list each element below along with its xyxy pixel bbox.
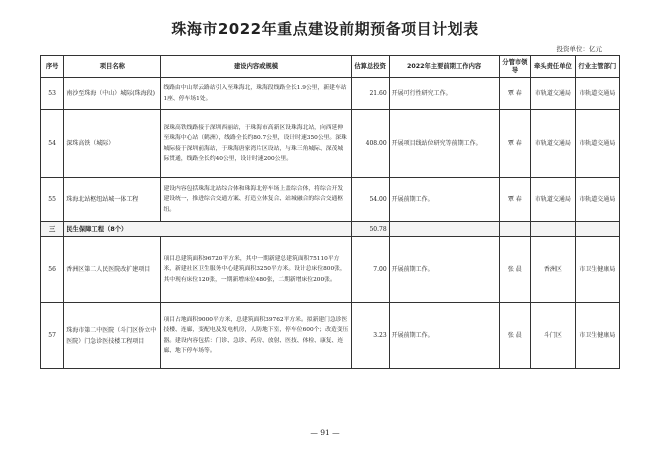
cell-leader: 张 晨 bbox=[499, 237, 531, 303]
cell-invest: 7.00 bbox=[351, 237, 389, 303]
section-row bbox=[41, 222, 620, 237]
cell-content: 深珠高铁线路接于深圳西丽站，于珠海市高新区设珠海北站，向西延伸至珠海中心站（鹤洲），线路全长约80.7公里，设计时速350公里。深珠城际接于深圳前海站，于珠海唐家湾片区设站，与珠三角城际、深茂城际贯通，线路全长约40公里，设计时速200公里。 bbox=[161, 110, 351, 178]
table-row bbox=[41, 110, 620, 178]
table-row bbox=[41, 303, 620, 369]
cell-leader: 覃 春 bbox=[499, 110, 531, 178]
cell-leader: 覃 春 bbox=[499, 178, 531, 222]
cell-content: 项目总建筑面积96720平方米，其中一期新建总建筑面积75110平方米，新建社区卫生服务中心建筑面积3250平方米。设计总床位800张，其中现有床位120张，一期新增床位480张，二期新增床位200张。 bbox=[161, 237, 351, 303]
cell-unit: 斗门区 bbox=[531, 303, 575, 369]
cell-work: 开展前期工作。 bbox=[389, 178, 499, 222]
cell-name: 珠海北站枢纽站城一体工程 bbox=[64, 178, 161, 222]
cell-dept: 市轨道交通局 bbox=[575, 78, 619, 110]
header-leader: 分管市领导 bbox=[499, 56, 531, 78]
cell-work: 开展前期工作。 bbox=[389, 237, 499, 303]
table-row bbox=[41, 237, 620, 303]
cell-unit: 香洲区 bbox=[531, 237, 575, 303]
cell-invest: 3.23 bbox=[351, 303, 389, 369]
cell-invest: 408.00 bbox=[351, 110, 389, 178]
table-row bbox=[41, 78, 620, 110]
unit-label: 投资单位：亿元 bbox=[556, 45, 602, 53]
cell-content: 项目占地面积9000平方米，总建筑面积39762平方米。拟新建门急诊医技楼、连廊，变配电及发电机房，人防地下室，停车位600个；改造变压器。建设内容包括：门诊、急诊、药房、放射、医技、体检、康复、连廊、地下停车场等。 bbox=[161, 303, 351, 369]
page-number: — 91 — bbox=[310, 428, 340, 437]
header-invest: 估算总投资 bbox=[351, 56, 389, 78]
header-name: 项目名称 bbox=[64, 56, 161, 78]
cell-seq: 53 bbox=[41, 78, 64, 110]
cell-invest: 21.60 bbox=[351, 78, 389, 110]
cell-work: 开展项目线站位研究等前期工作。 bbox=[389, 110, 499, 178]
cell-seq: 55 bbox=[41, 178, 64, 222]
cell-unit: 市轨道交通局 bbox=[531, 178, 575, 222]
cell-name: 南沙至珠海（中山）城际(珠海段) bbox=[64, 78, 161, 110]
cell-leader: 张 晨 bbox=[499, 303, 531, 369]
cell-dept: 市卫生健康局 bbox=[575, 237, 619, 303]
cell-seq: 57 bbox=[41, 303, 64, 369]
cell-work: 开展可行性研究工作。 bbox=[389, 78, 499, 110]
cell-name: 珠海市第二中医院（斗门区侨立中医院）门急诊医技楼工程项目 bbox=[64, 303, 161, 369]
cell-dept: 市轨道交通局 bbox=[575, 178, 619, 222]
header-dept: 行业主管部门 bbox=[575, 56, 619, 78]
cell-seq: 56 bbox=[41, 237, 64, 303]
cell-leader: 覃 春 bbox=[499, 78, 531, 110]
table-row bbox=[41, 178, 620, 222]
cell-unit: 市轨道交通局 bbox=[531, 78, 575, 110]
cell-name: 深珠高铁（城际） bbox=[64, 110, 161, 178]
header-content: 建设内容或规模 bbox=[161, 56, 351, 78]
section-empty-leader bbox=[499, 222, 531, 237]
cell-content: 建设内容包括珠海北站综合体和珠海北停车场上盖综合体，将综合开发建设统一，推进综合交通方案、打造立体复合、站城融合的综合交通枢纽。 bbox=[161, 178, 351, 222]
header-row bbox=[41, 56, 620, 78]
section-invest: 50.78 bbox=[351, 222, 389, 237]
cell-work: 开展前期工作。 bbox=[389, 303, 499, 369]
section-empty-dept bbox=[575, 222, 619, 237]
cell-seq: 54 bbox=[41, 110, 64, 178]
cell-dept: 市轨道交通局 bbox=[575, 110, 619, 178]
section-empty-unit bbox=[531, 222, 575, 237]
cell-name: 香洲区第二人民医院改扩建项目 bbox=[64, 237, 161, 303]
section-seq: 三 bbox=[41, 222, 64, 237]
cell-dept: 市卫生健康局 bbox=[575, 303, 619, 369]
page-title: 珠海市2022年重点建设前期预备项目计划表 bbox=[171, 20, 479, 38]
section-name: 民生保障工程（8个） bbox=[64, 222, 351, 237]
cell-unit: 市轨道交通局 bbox=[531, 110, 575, 178]
cell-invest: 54.00 bbox=[351, 178, 389, 222]
project-table bbox=[40, 55, 620, 369]
cell-content: 线路由中山翠云路站引入至珠海北，珠海段线路全长1.9公里，新建车站1座、停车场1处。 bbox=[161, 78, 351, 110]
header-unit: 牵头责任单位 bbox=[531, 56, 575, 78]
header-seq: 序号 bbox=[41, 56, 64, 78]
section-empty-work bbox=[389, 222, 499, 237]
header-work: 2022年主要前期工作内容 bbox=[389, 56, 499, 78]
